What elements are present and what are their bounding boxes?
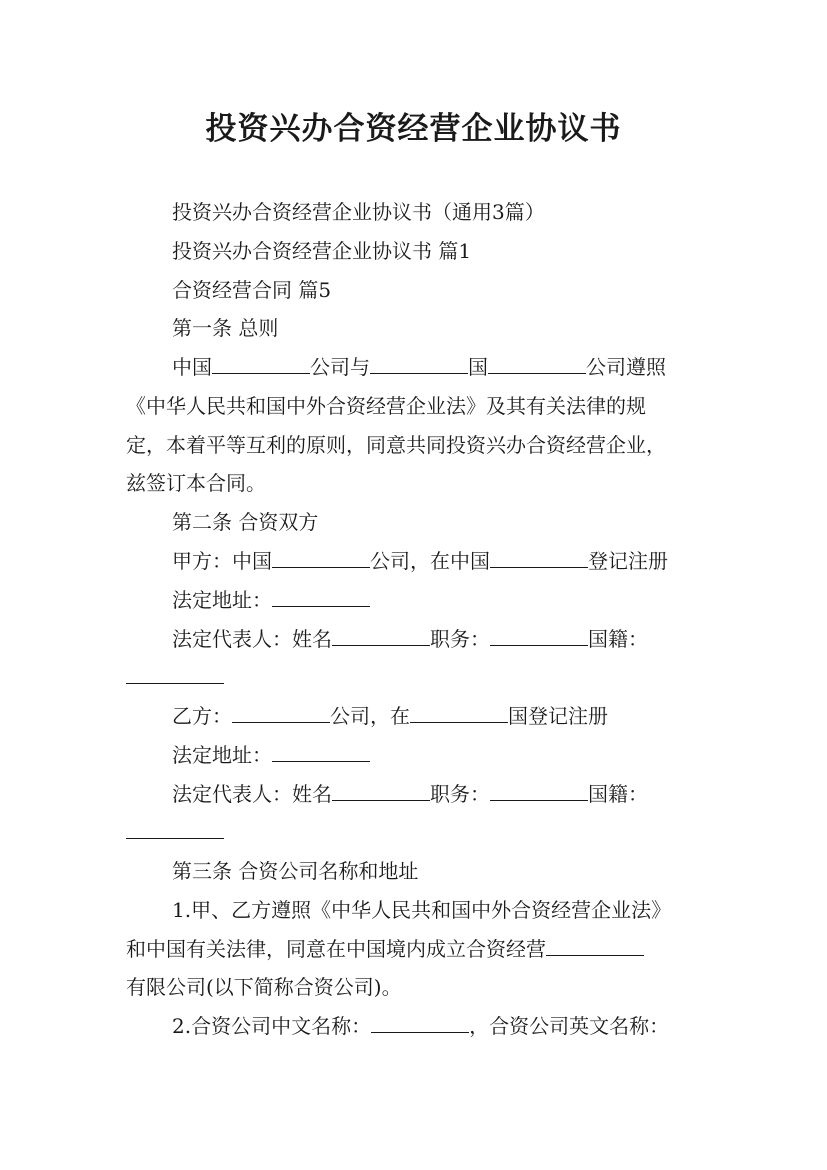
paragraph-line: 和中国有关法律，同意在中国境内成立合资经营: [126, 937, 644, 961]
paragraph-line: 甲方：中国 公司，在中国 登记注册: [172, 549, 668, 573]
article-heading: 第一条 总则: [172, 316, 279, 340]
document-title: 投资兴办合资经营企业协议书: [205, 111, 622, 147]
paragraph-line: [126, 820, 224, 844]
paragraph-line: 法定代表人：姓名 职务： 国籍：: [172, 782, 648, 806]
fill-blank: [332, 627, 430, 646]
fill-blank: [232, 704, 330, 723]
paragraph-line: 法定代表人：姓名 职务： 国籍：: [172, 627, 648, 651]
fill-blank: [410, 704, 508, 723]
fill-blank: [490, 627, 588, 646]
subtitle-line: 投资兴办合资经营企业协议书 篇1: [172, 239, 472, 263]
paragraph-line: 《中华人民共和国中外合资经营企业法》及其有关法律的规: [126, 394, 646, 418]
fill-blank: [272, 588, 370, 607]
fill-blank: [332, 782, 430, 801]
paragraph-line: [126, 665, 224, 689]
paragraph-line: 2.合资公司中文名称： ，合资公司英文名称：: [172, 1014, 670, 1038]
fill-blank: [212, 355, 310, 374]
fill-blank: [488, 355, 586, 374]
paragraph-line: 定，本着平等互利的原则，同意共同投资兴办合资经营企业，: [126, 433, 666, 457]
fill-blank: [546, 937, 644, 956]
paragraph-line: 1.甲、乙方遵照《中华人民共和国中外合资经营企业法》: [172, 898, 672, 922]
paragraph-line: 兹签订本合同。: [126, 471, 266, 495]
fill-blank: [490, 549, 588, 568]
fill-blank: [272, 549, 370, 568]
paragraph-line: 法定地址：: [172, 588, 370, 612]
fill-blank: [272, 743, 370, 762]
article-heading: 第二条 合资双方: [172, 510, 319, 534]
fill-blank: [490, 782, 588, 801]
fill-blank: [370, 355, 468, 374]
fill-blank: [126, 820, 224, 839]
section-heading: 合资经营合同 篇5: [172, 278, 332, 302]
paragraph-line: 有限公司(以下简称合资公司)。: [126, 975, 402, 999]
paragraph-line: 中国 公司与 国 公司遵照: [172, 355, 666, 379]
article-heading: 第三条 合资公司名称和地址: [172, 859, 419, 883]
fill-blank: [371, 1014, 469, 1033]
subtitle-line: 投资兴办合资经营企业协议书（通用3篇）: [172, 200, 545, 224]
paragraph-line: 法定地址：: [172, 743, 370, 767]
paragraph-line: 乙方： 公司，在 国登记注册: [172, 704, 608, 728]
fill-blank: [126, 665, 224, 684]
